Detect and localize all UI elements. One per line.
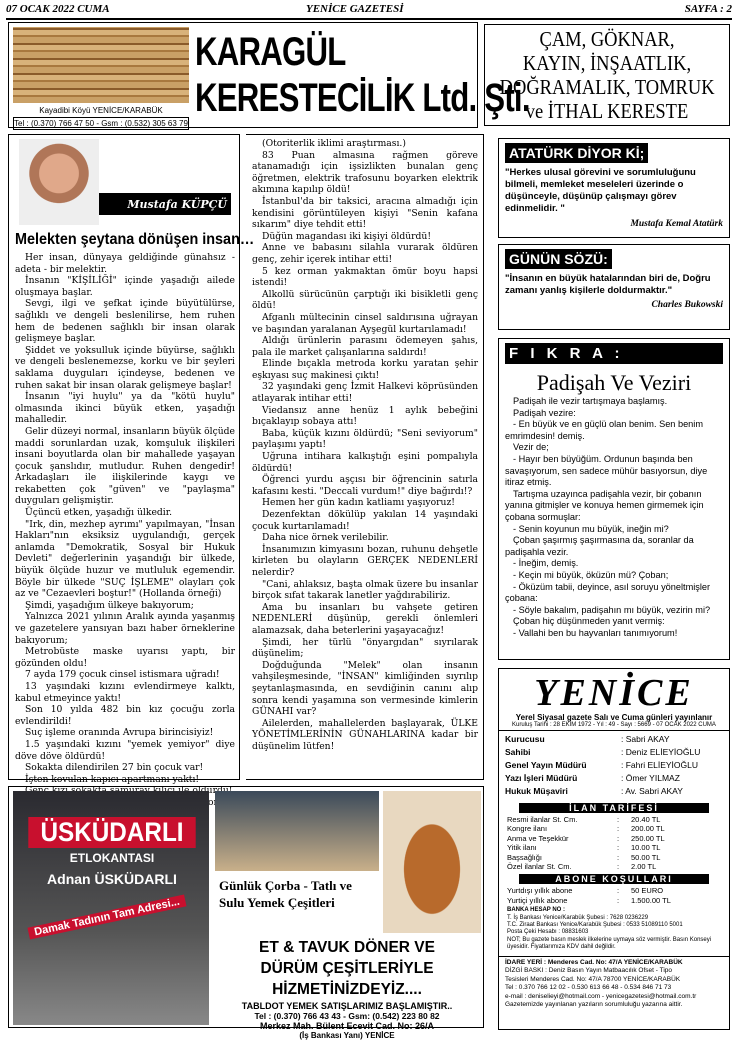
cell: Resmi ilanlar St. Cm.	[507, 815, 578, 824]
text-line: Tel : 0.370 766 12 02 - 0.530 613 66 48 - 0.534 846 71 73	[505, 984, 672, 992]
paragraph: Her insan, dünyaya geldiğinde günahsız - adeta - bir melektir.	[15, 252, 235, 275]
cell: : Av. Sabri AKAY	[621, 786, 683, 796]
paragraph: İşten kovulan kapıcı apartmanı yaktı!	[25, 773, 200, 785]
paragraph: - En büyük ve en güçlü olan benim. Sen benim emrimdesin! demiş.	[505, 419, 703, 441]
cell: Özel ilanlar St. Cm.	[507, 862, 572, 872]
paragraph: Son 10 yılda 482 bin kız çocuğu zorla evlendirildi!	[15, 704, 235, 727]
text-line: NOT; Bu gazete basın meslek ilkelerine uymaya söz vermiştir. Basın Konseyi üyesidir. Fiyatlarımıza KDV dahil değildir.	[507, 936, 712, 951]
paragraph: "Cani, ahlaksız, başta olmak üzere bu insanlar birçok sıfat takarak lanetler yağdırabiliriz.	[252, 578, 478, 602]
paragraph: İnsanın "KİŞİLİĞİ" içinde yaşadığı ailede oluşmaya başlar.	[15, 275, 235, 298]
table-row	[507, 843, 721, 852]
ataturk-heading: ATATÜRK DİYOR Kİ;	[505, 143, 648, 163]
ataturk-author: Mustafa Kemal Atatürk	[630, 219, 723, 229]
cell: :	[617, 895, 620, 905]
paragraph: Metrobüste maske uyarısı yaptı, bir gözünden oldu!	[15, 646, 235, 669]
text-line: T.C. Ziraat Bankası Yenice/Karabük Şubesi : 0533 51089110 5001	[507, 922, 683, 929]
tarife-table	[499, 815, 729, 871]
cell: Başsağlığı	[507, 852, 543, 862]
restaurant-photo	[215, 791, 379, 871]
table-row	[507, 853, 721, 862]
cell: 10.00 TL	[631, 843, 661, 853]
paragraph: - Vallahi ben bu hayvanları tanımıyorum!	[513, 627, 678, 638]
text-line: DİZGİ BASKI : Deniz Basın Yayın Matbaacılık Ofset - Tipo	[505, 967, 673, 975]
lokanta-slogan: Damak Tadının Tam Adresi...	[28, 894, 187, 939]
table-row	[507, 896, 721, 905]
fikra-box	[498, 338, 730, 660]
lokanta-ad	[8, 786, 484, 1040]
cell: :	[617, 824, 620, 834]
paragraph: Dezenfektan dökülüp yakılan 14 yaşındaki çocuk kurtarılamadı!	[252, 509, 478, 532]
paragraph: İnsanımızın kimyasını bozan, ruhunu dehşetle kirleten bu olayların GERÇEK NEDENLERİ nelerdir?	[252, 543, 478, 578]
cell: : Fahri ELİEYİOĞLU	[621, 760, 698, 770]
gunun-sozu-box	[498, 244, 730, 330]
paragraph: Çoban şaşırmış şaşırmasına da, soranlar da padişahla vezir.	[505, 535, 694, 557]
sozu-heading: GÜNÜN SÖZÜ:	[505, 249, 612, 269]
cell: : Sabri AKAY	[621, 734, 670, 744]
text-line: Tesisleri Menderes Cad. No: 47/A 78700 YENİCE/KARABÜK	[505, 975, 681, 983]
paragraph: 32 yaşındaki genç İzmit Halkevi köprüsünden atlayarak intihar etti!	[252, 381, 478, 405]
paragraph: 1.5 yaşındaki kızını "yemek yemiyor" diye döve döve öldürdü!	[15, 738, 235, 762]
paragraph: Afganlı mültecinin cinsel saldırısına uğrayan ve başından yaralanan Ayşegül kurtarılamadı!	[252, 311, 478, 335]
paragraph: (Otoriterlik iklimi araştırması.)	[262, 138, 406, 149]
cell: Kongre ilanı	[507, 824, 548, 834]
paragraph: Şiddet ve yoksulluk içinde büyürse, sağlıklı ve dengeli beslenemezse, korku ve bir şeyleri saklama duyguları içindeyse, bedenen ve ruhen sakat bir insan olarak gelişmeye başlar!	[15, 344, 235, 391]
cell: Hukuk Müşaviri	[505, 786, 568, 796]
cell: :	[617, 852, 620, 862]
paragraph: Ailelerden, mahallelerden başlayarak, ÜLKE YÖNETİMLERİNİN GÜNAHLARINA kadar bir düşünelim lütfen!	[252, 717, 478, 752]
cell: :	[617, 862, 620, 872]
cell: 250.00 TL	[631, 833, 665, 843]
paragraph: Padişah ile vezir tartışmaya başlamış.	[513, 396, 668, 406]
paper-name: YENİCE GAZETESİ	[306, 3, 404, 15]
fikra-title: Padişah Ve Veziri	[536, 370, 692, 395]
cell: 200.00 TL	[631, 824, 665, 834]
lokanta-contact: TABLDOT YEMEK SATIŞLARIMIZ BAŞLAMIŞTIR.. Tel : (0.370) 766 43 43 - Gsm: (0.542) 223 80 82 Merkez Mah. Bülent Ecevit Cad. No: 26/A (İş Bankası Yanı) YENİCE	[241, 1001, 453, 1040]
article-title: Melekten şeytana dönüşen insan…	[15, 231, 255, 248]
kereste-ad	[8, 22, 530, 128]
paragraph: - Söyle bakalım, padişahın mı büyük, vezirin mi?	[513, 604, 711, 615]
paragraph: Viedansız anne henüz 1 aylık bebeğini bıçaklayıp sobaya attı!	[252, 404, 478, 428]
paragraph: Sevgi, ilgi ve şefkat içinde büyütülürse, sağlıklı ve dengeli beslenilirse, hem ruhen hem de bedenen sağlıklı bir insan olarak gelişmeye başlar.	[15, 298, 235, 345]
table-row	[505, 785, 723, 798]
article-column-1	[8, 134, 255, 797]
paragraph: 83 Puan almasına rağmen göreve atanamadığı için işsizlikten bunalan genç öğretmen, elektrik trafosunu boyarken elektrik akımına kapılıp öldü!	[252, 149, 478, 196]
article-text-2	[252, 138, 478, 752]
paragraph: 5 kez orman yakmaktan ömür boyu hapsi istendi!	[252, 265, 478, 289]
cell: 1.500.00 TL	[631, 895, 671, 905]
abone-table	[499, 886, 729, 905]
paragraph: Alkollü sürücünün çarptığı iki bisikletli genç öldü!	[252, 288, 478, 312]
doner-photo	[383, 791, 481, 933]
paragraph: Tartışma uzayınca padişahla vezir, bir çobanın yanına gitmişler ve konuya hemen girmemek için çobana sormuşlar:	[505, 488, 704, 522]
lokanta-brand2: ETLOKANTASI	[69, 851, 155, 865]
lokanta-photo	[13, 791, 209, 1025]
kereste-name: KARAGÜL KERESTECİLİK Ltd. Şti.	[195, 30, 530, 120]
cell: 2.00 TL	[631, 862, 657, 872]
cell: Kurucusu	[505, 734, 545, 744]
cell: : Deniz ELİEYİOĞLU	[621, 747, 701, 757]
paragraph: İstanbul'da bir taksici, aracına almadığı için kendisini görüntüleyen kişiyi "Senin kafana sıkarım" diye tehdit etti!	[252, 195, 478, 231]
paragraph: Sokakta dilendirilen 27 bin çocuk var!	[25, 762, 204, 774]
cell: Yurtiçi yıllık abone	[507, 895, 568, 905]
lokanta-owner: Adnan ÜSKÜDARLI	[47, 871, 177, 887]
cell: Anma ve Teşekkür	[507, 833, 569, 843]
ataturk-box	[498, 138, 730, 238]
lokanta-menu: Günlük Çorba - Tatlı ve Sulu Yemek Çeşitleri	[219, 878, 352, 910]
paragraph: 13 yaşındaki kızını evlendirmeye kalktı, kabul etmeyince yaktı!	[15, 680, 235, 704]
paragraph: Yalnızca 2021 yılının Aralık ayında yaşanmış ve gazetelere yansıyan bazı haber örneklerine bakıyorum;	[15, 611, 235, 646]
yenice-logo: YENİCE	[534, 672, 694, 714]
paragraph: Ama bu insanları bu vahşete getiren NEDENLERİ düşünüp, gerekli önlemleri alamazsak, daha beterlerini yaşayacağız!	[252, 601, 478, 636]
paragraph: Gelir düzeyi normal, insanların büyük ölçüde maddi sorunlardan uzak, komşuluk ilişkileri insani boyutlarda olan bir mahallede yaşayan çocuk şanslıdır, mutludur. Ruhen dengedir! Arkadaşları ile ilişkilerinde kaygı ve rekabetten çok "güven" ve "paylaşma" duyguları gelişmiştir.	[15, 425, 235, 507]
paragraph: Vezir de;	[513, 442, 549, 453]
table-row	[505, 733, 723, 746]
author-bar: Mustafa KÜPÇÜ	[19, 193, 231, 215]
kereste-address: Kayadibi Köyü YENİCE/KARABÜK Tel : (0.370) 766 47 50 - Gsm : (0.532) 305 63 79	[14, 106, 188, 128]
paragraph: Uğruna intihara kalkıştığı eşini pompalıyla öldürdü!	[252, 451, 478, 474]
paragraph: öldürdü!	[192, 785, 233, 797]
paragraph: 7 ayda 179 çocuk cinsel istismara uğradı!	[25, 669, 220, 681]
table-row	[507, 834, 721, 843]
author-photo	[19, 139, 99, 225]
table-row	[507, 815, 721, 824]
table-row	[507, 824, 721, 833]
lokanta-brand: ÜSKÜDARLI	[28, 817, 195, 848]
abone-heading: ABONE KOŞULLARI	[519, 874, 709, 884]
issue-date: 07 OCAK 2022 CUMA	[6, 3, 110, 15]
cell: :	[617, 833, 620, 843]
paragraph: Anne ve babasını silahla vurarak öldüren genç, zehir içerek intihar etti!	[252, 242, 478, 265]
staff-list	[499, 731, 729, 800]
table-row	[507, 886, 721, 895]
cell: Sahibi	[505, 747, 531, 757]
text-line: e-mail : deniselieyi@hotmail.com - yenicegazetesi@hotmail.com.tr	[505, 992, 697, 1000]
fikra-heading: F I K R A :	[505, 343, 723, 364]
cell: Yazı İşleri Müdürü	[505, 773, 578, 783]
page-header	[6, 0, 732, 20]
cell: 50.00 TL	[631, 852, 661, 862]
paragraph: Daha nice örnek verilebilir.	[262, 532, 389, 544]
cell: :	[617, 815, 620, 824]
table-row	[505, 759, 723, 772]
paragraph: Şimdi, yaşadığım ülkeye bakıyorum;	[25, 599, 194, 611]
paragraph: Öğrenci yurdu aşçısı bir öğrencinin satırla kafasını kesti. "Deccali vurdum!" diye bağırdı!?	[252, 474, 478, 497]
text-line: T. İş Bankası Yenice/Karabük Şubesi : 7628 0236229	[507, 914, 649, 921]
lumber-photo	[13, 27, 189, 103]
cell: :	[617, 843, 620, 853]
article-column-2	[246, 134, 484, 780]
paragraph: Üçüncü etken, yaşadığı ülkedir.	[25, 507, 172, 519]
imprint	[499, 956, 729, 1012]
paragraph: Doğduğunda "Melek" olan insanın vahşileşmesinde, "İNSAN" kimliğinden sıyrılıp şeytanlaşmasında, en sevdiğinin canını alıp sonra kendi yaşamına son vermesinde kimlerin GÜNAHI var?	[252, 659, 478, 718]
paragraph: Suç işleme oranında Avrupa birincisiyiz!	[25, 727, 214, 739]
table-row	[507, 862, 721, 871]
text-line: Posta Çeki Hesabı : 08831603	[507, 929, 589, 936]
paragraph: Elinde bıçakla metroda korku yaratan şehir eşkıyası suç makinesi çıktı!	[252, 358, 478, 381]
paragraph: Çoban hiç düşünmeden yanıt vermiş:	[513, 616, 665, 627]
paragraph: İnsanın "iyi huylu" ya da "kötü huylu" olmasında ikinci büyük etken, yaşadığı mahalledir.	[15, 391, 235, 426]
text-line: Gazetemizde yayınlanan yazıların sorumluluğu yazarına aittir.	[505, 1001, 683, 1009]
text-line: BANKA HESAP NO :	[507, 907, 566, 914]
paragraph: Şimdi, her türlü "önyargıdan" sıyrılarak düşünelim;	[252, 636, 478, 660]
paragraph: Padişah vezire:	[513, 407, 576, 418]
table-row	[505, 772, 723, 785]
paragraph: - Keçin mi büyük, öküzün mü? Çoban;	[513, 569, 669, 580]
fikra-text	[499, 396, 729, 639]
ataturk-quote: "Herkes ulusal görevini ve sorumluluğunu bilmeli, memleket meseleleri üzerinde o düşünceyle, düşünüp çalışmayı görev edinmelidir. "	[505, 167, 696, 214]
sozu-author: Charles Bukowski	[651, 300, 723, 310]
paragraph: - Hayır ben büyüğüm. Ordunun başında ben savaşıyorum, sen sadece mühür basıyorsun, diye itiraz etmiş.	[505, 453, 708, 488]
paragraph: - İneğim, demiş.	[513, 558, 579, 569]
paragraph: "Irk, din, mezhep ayrımı" yapılmayan, "İnsan Hakları"nın eksiksiz uygulandığı, gerçek anlamda "Demokratik, Sosyal bir Hukuk Devleti" değerlerinin yaşandığı bir ülkede, büyük ölçüde huzur ve mutluluk egemendir. Böyle bir ülkede "SUÇ İŞLEME" olayları çok az ve "Cezaevleri boştur!" (Hollanda örneği)	[15, 518, 235, 600]
yenice-subtitle: Yerel Siyasal gazete Salı ve Cuma günleri yayınlanır	[515, 713, 713, 722]
lokanta-headline: ET & TAVUK DÖNER VE DÜRÜM ÇEŞİTLERİYLE HİZMETİNİZDEYİZ....	[259, 939, 435, 998]
table-row	[505, 746, 723, 759]
paragraph: Düğün magandası iki kişiyi öldürdü!	[262, 230, 432, 242]
article-text-1	[15, 252, 235, 809]
paragraph: Aldığı ürünlerin parasını ödemeyen şahıs, pala ile market çalışanlarına saldırdı!	[252, 335, 478, 358]
kereste-products: ÇAM, GÖKNAR, KAYIN, İNŞAATLIK, DOĞRAMALIK, TOMRUK ve İTHAL KERESTE	[484, 24, 730, 126]
tarife-heading: İLAN TARİFESİ	[519, 803, 709, 813]
sozu-quote: "İnsanın en büyük hatalarından biri de, Doğru zamanı yanlış kişilerle doldurmaktır."	[505, 273, 711, 296]
paragraph: - Öküzüm tabii, deyince, asıl soruyu yöneltmişler çobana:	[505, 581, 711, 604]
yenice-founding: Kuruluş Tarihi : 28 EKİM 1972 - Yıl : 49 - Sayı : 5669 - 07 OCAK 2022 CUMA	[499, 722, 729, 731]
cell: :	[617, 886, 620, 896]
text-line: İDARE YERİ : Menderes Cad. No: 47/A YENİCE/KARABÜK	[505, 958, 683, 966]
cell: : Ömer YILMAZ	[621, 773, 680, 783]
cell: Yurtdışı yıllık abone	[507, 886, 573, 896]
cell: Yitik ilanı	[507, 843, 537, 853]
paragraph: Baba, küçük kızını öldürdü; "Seni seviyorum" paylaşımı yaptı!	[252, 427, 478, 451]
paragraph: Hemen her gün kadın katliamı yaşıyoruz!	[262, 497, 455, 509]
page-number: SAYFA : 2	[684, 3, 732, 15]
cell: 20.40 TL	[631, 815, 661, 824]
yenice-masthead	[498, 668, 730, 1030]
cell: Genel Yayın Müdürü	[505, 760, 587, 770]
bank-info	[499, 905, 729, 953]
cell: 50 EURO	[631, 886, 664, 896]
paragraph: - Senin koyunun mu büyük, ineğin mi?	[513, 523, 669, 534]
